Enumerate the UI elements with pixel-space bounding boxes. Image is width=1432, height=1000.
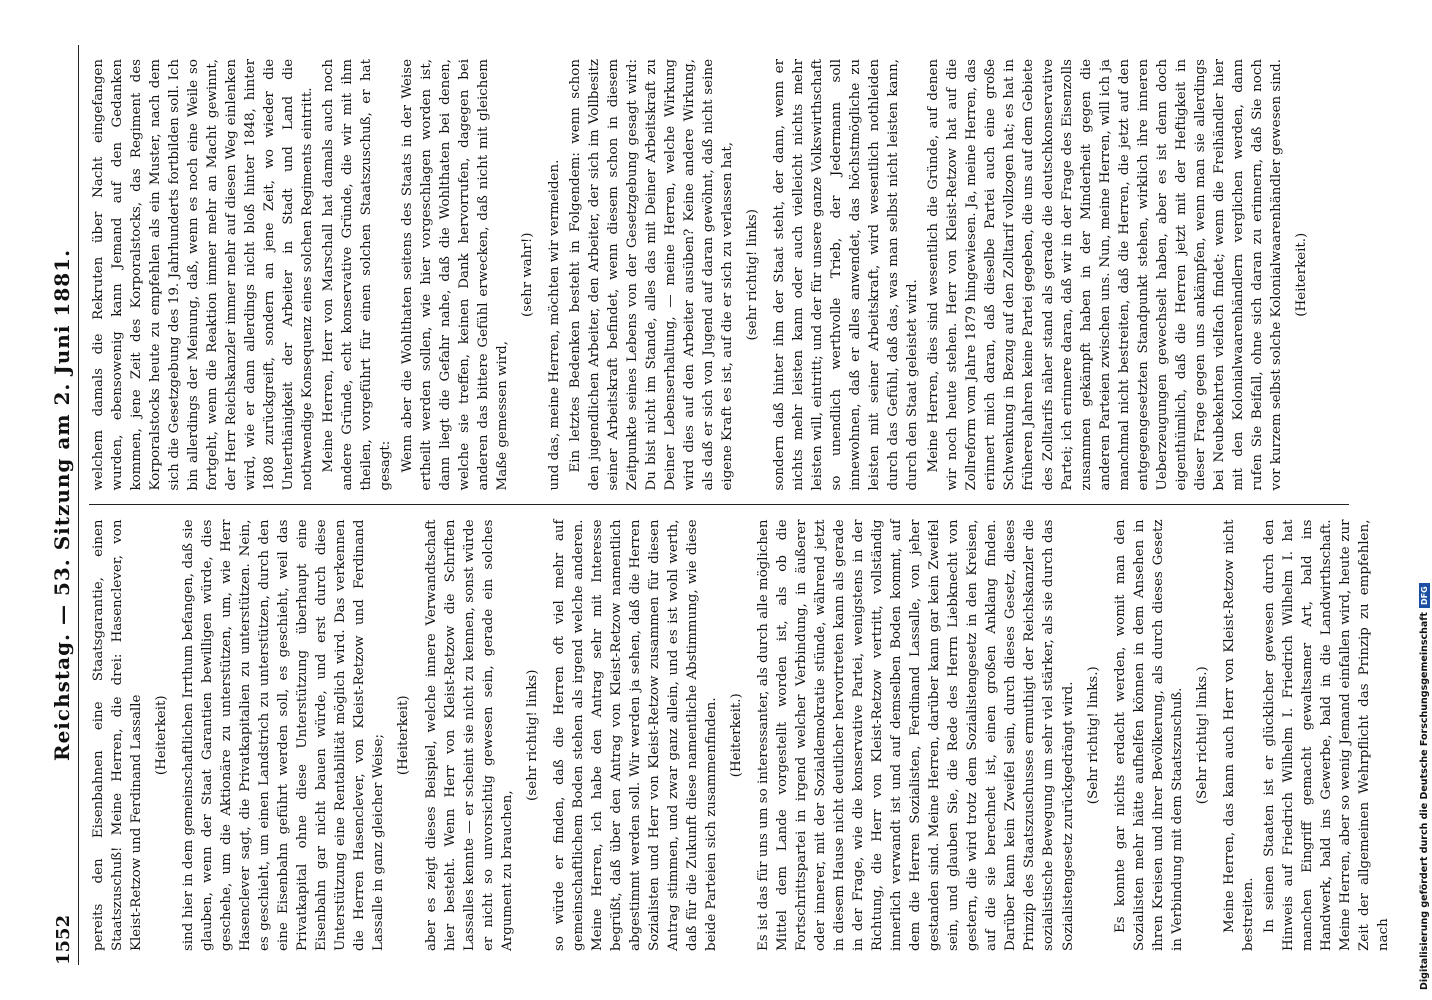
dfg-logo: DFG xyxy=(1419,583,1430,608)
paragraph: Meine Herren, das kann auch Herr von Kleist-Retzow nicht bestreiten. xyxy=(1221,519,1256,951)
rotated-newspaper-page xyxy=(30,25,1390,985)
paragraph: aber es zeigt dieses Beispiel, welche innere Verwandtschaft hier besteht. Wenn Herr von Kleist-Retzow die Schriften Lassalles kennte — er scheint sie nicht zu kennen, sonst würde er nicht so unvorsichtig gewesen sein, gerade ein solches Argument zu brauchen, xyxy=(423,519,515,951)
page-number: 1552 xyxy=(53,914,74,965)
paragraph: so würde er finden, daß die Herren oft viel mehr auf gemeinschaftlichem Boden stehen als irgend welche anderen. Meine Herren, ich habe den Antrag sehr mit Interesse begrüßt, daß über den Antrag von Kleist-Retzow namentlich abgestimmt werden soll. Wir werden ja sehen, daß die Herren Sozialisten und Herr von Kleist-Retzow zusammen für diesen Antrag stimmen, und zwar ganz allein, und es ist wohl werth, daß für die Zukunft diese namentliche Abstimmung, wie diese beide Parteien sich zusammenfinden. xyxy=(551,519,719,951)
interjection: (Heiterkeit) xyxy=(154,695,170,776)
interjection: (Sehr richtig! links.) xyxy=(1194,666,1210,805)
paragraph: Es konnte gar nichts erdacht werden, womit man den Sozialisten mehr hätte aufhelfen können in dem Ansehen in ihren Kreisen und ihrer Bevölkerung, als durch dieses Gesetz in Verbindung mit dem Staatszuschuß. xyxy=(1112,519,1185,951)
paragraph: In seinen Staaten ist er glücklicher gewesen durch den Hinweis auf Friedrich Wilhelm I. Friedrich Wilhelm I. hat manchen Eingriff gemacht gewaltsamer Art, bald ins Handwerk, bald ins Gewerbe, bald in die Landwirthschaft. Meine Herren, aber so wenig Jemand einfallen wird, heute zur Zeit der allgemeinen Wehrpflicht das Prinzip zu empfehlen, nach xyxy=(1261,519,1391,951)
paragraph: Meine Herren, dies sind wesentlich die Gründe, auf denen wir noch heute stehen. Herr von Kleist-Retzow hat auf die Zollreform vom Jahre 1879 hingewiesen. Ja, meine Herren, das erinnert mich daran, daß dieselbe Partei auch eine große Schwenkung in Bezug auf den Zolltarif vollzogen hat; es hat in früheren Jahren keine Partei gegeben, die uns auf dem Gebiete des Zolltarifs näher stand als gerade die deutschkonservative Partei; ich erinnere daran, daß wir in der Frage des Eisenzolls zusammen gekämpft haben in der Minderheit gegen die anderen Parteien zwischen uns. Nun, meine Herren, will ich ja manchmal nicht bestreiten, daß die Herren, die jetzt auf den entgegengesetzten Standpunkt stehen, wirklich ihre inneren Ueberzeugungen gewechselt haben, aber es ist denn doch eigenthümlich, daß die Herren jetzt mit der Heftigkeit in dieser Frage gegen uns ankämpfen, wenn man sie allerdings bei Neubekehrten vielfach findet; wenn die Freihändler hier mit den Kolonialwaarenhändlern verglichen werden, dann rufen Sie Beifall, ohne sich daran zu erinnern, daß Sie noch vor kurzem selbst solche Kolonialwaarenhändler gewesen sind. xyxy=(926,59,1284,491)
paragraph: und das, meine Herren, möchten wir vermeiden. xyxy=(546,159,562,491)
running-header xyxy=(50,45,79,965)
paragraph: pereits den Eisenbahnen eine Staatsgarantie, einen Staatszuschuß! Meine Herren, die drei: Hasenclever, von Kleist-Retzow und Ferdinand Lassalle xyxy=(91,519,145,951)
paragraph: sondern daß hinter ihm der Staat steht, der dann, wenn er nichts mehr leisten kann oder auch vielleicht nichts mehr leisten will, eintritt; und der für unsere ganze Volkswirthschaft so unendlich werthvolle Trieb, der Jedermann soll innewohnen, daß er alles anwendet, das höchstmögliche zu leisten mit seiner Arbeitskraft, wird wesentlich nothleiden durch das Gefühl, daß das, was man selbst nicht leisten kann, durch den Staat geleistet wird. xyxy=(772,59,921,491)
dfg-credit xyxy=(1419,583,1430,990)
paragraph: welchem damals die Rekruten über Nacht eingefangen wurden, ebensowenig kann Jemand auf den Gedanken kommen, jene Zeit des Korporalstocks, das Regiment des Korporalstocks heute zu empfehlen als ein Muster, nach dem sich die Gesetzgebung des 19. Jahrhunderts fortbilden soll. Ich bin allerdings der Meinung, daß, wenn es noch eine Weile so fortgeht, wenn die Reaktion immer mehr an Macht gewinnt, der Herr Reichskanzler immer mehr auf diesen Weg einlenken wird, wie er dann allerdings nicht bloß hinter 1848, hinter 1808 zurückgreift, sondern an jene Zeit, wo wieder die Unterthänigkeit der Arbeiter in Stadt und Land die nothwendige Konsequenz eines solchen Regiments eintritt. xyxy=(91,59,316,491)
paragraph: sind hier in dem gemeinschaftlichen Irrthum befangen, daß sie glauben, wenn der Staat Garantien bewilligen würde, dies geschehe, um die Aktionäre zu unterstützen, um, wie Herr Hasenclever sagt, die Privatkapitalien zu unterstützen. Nein, es geschieht, um einen Landstrich zu unterstützen, durch den eine Eisenbahn geführt werden soll, es geschieht, weil das Privatkapital ohne diese Unterstützung überhaupt eine Eisenbahn gar nicht bauen würde, und erst durch diese Unterstützung eine Rentabilität möglich wird. Das verkennen die Herren Hasenclever, von Kleist-Retzow und Ferdinand Lassalle in ganz gleicher Weise; xyxy=(181,519,387,951)
paragraph: Wenn aber die Wohlthaten seitens des Staats in der Weise ertheilt werden sollen, wie hier vorgeschlagen worden ist, dann liegt die Gefahr nahe, daß die Wohlthaten bei denen, welche sie treffen, keinen Dank hervorrufen, dagegen bei anderen das bittere Gefühl erwecken, daß nicht mit gleichem Maße gemessen wird, xyxy=(399,59,510,491)
text-columns xyxy=(89,45,1391,965)
paragraph: Ein letztes Bedenken besteht in Folgendem: wenn schon den jugendlichen Arbeiter, den Arbeiter, der sich im Vollbesitz seiner Arbeitskraft befindet, wenn diesem schon in diesem Zeitpunkte seines Lebens von der Gesetzgebung gesagt wird: Du bist nicht im Stande, alles das mit Deiner Arbeitskraft zu Deiner Lebenserhaltung, — meine Herren, welche Wirkung wird dies auf den Arbeiter ausüben? Keine andere Wirkung, als daß er sich von Jugend auf daran gewöhnt, daß nicht seine eigene Kraft es ist, auf die er sich zu verlassen hat, xyxy=(567,59,735,491)
dfg-credit-text: Digitalisierung gefördert durch die Deutsche Forschungsgemeinschaft xyxy=(1419,612,1430,990)
page-title: Reichstag. — 53. Sitzung am 2. Juni 1881. xyxy=(50,248,74,762)
paragraph: Meine Herren, Herr von Marschall hat damals auch noch andere Gründe, echt konservative Gründe, die wir mit ihm theilen, vorgeführt für einen solchen Staatszuschuß, er hat gesagt: xyxy=(321,59,394,491)
text-column-right xyxy=(89,45,1349,506)
interjection: (sehr richtig! links) xyxy=(745,209,761,341)
interjection: (sehr richtig! links) xyxy=(524,669,540,801)
interjection: (Heiterkeit) xyxy=(396,695,412,776)
interjection: (Sehr richtig! links.) xyxy=(1085,666,1101,805)
interjection: (Heiterkeit.) xyxy=(728,693,744,778)
interjection: (Heiterkeit.) xyxy=(1293,232,1309,317)
paragraph: Es ist das für uns um so interessanter, als durch alle möglichen Mittel dem Lande vorgestellt worden ist, als ob die Fortschrittspartei in irgend welcher Verbindung, in äußerer oder innerer, mit der Sozialdemokratie stünde, während jetzt in diesem Hause nicht deutlicher hervortreten kann als gerade in der Frage, wie die konservative Partei, wenigstens in der Richtung, die Herr von Kleist-Retzow vertritt, vollständig innerlich verwandt ist und auf demselben Boden kommt, auf dem die Herren Sozialisten, Ferdinand Lassalle, von jeher gestanden sind. Meine Herren, darüber kann gar kein Zweifel sein, und glauben Sie, die Rede des Herrn Liebknecht von gestern, die wird trotz dem Sozialistengesetz in den Kreisen, auf die sie berechnet ist, einen großen Anklang finden. Darüber kann kein Zweifel sein, durch dieses Gesetz, dieses Prinzip des Staatszuschusses ermuthigt der Reichskanzler die sozialistische Bewegung um sehr viel stärker, als sie durch das Sozialistengesetz zurückgedrängt wird. xyxy=(756,519,1076,951)
text-column-left xyxy=(89,506,1391,966)
interjection: (sehr wahr!) xyxy=(519,232,535,317)
